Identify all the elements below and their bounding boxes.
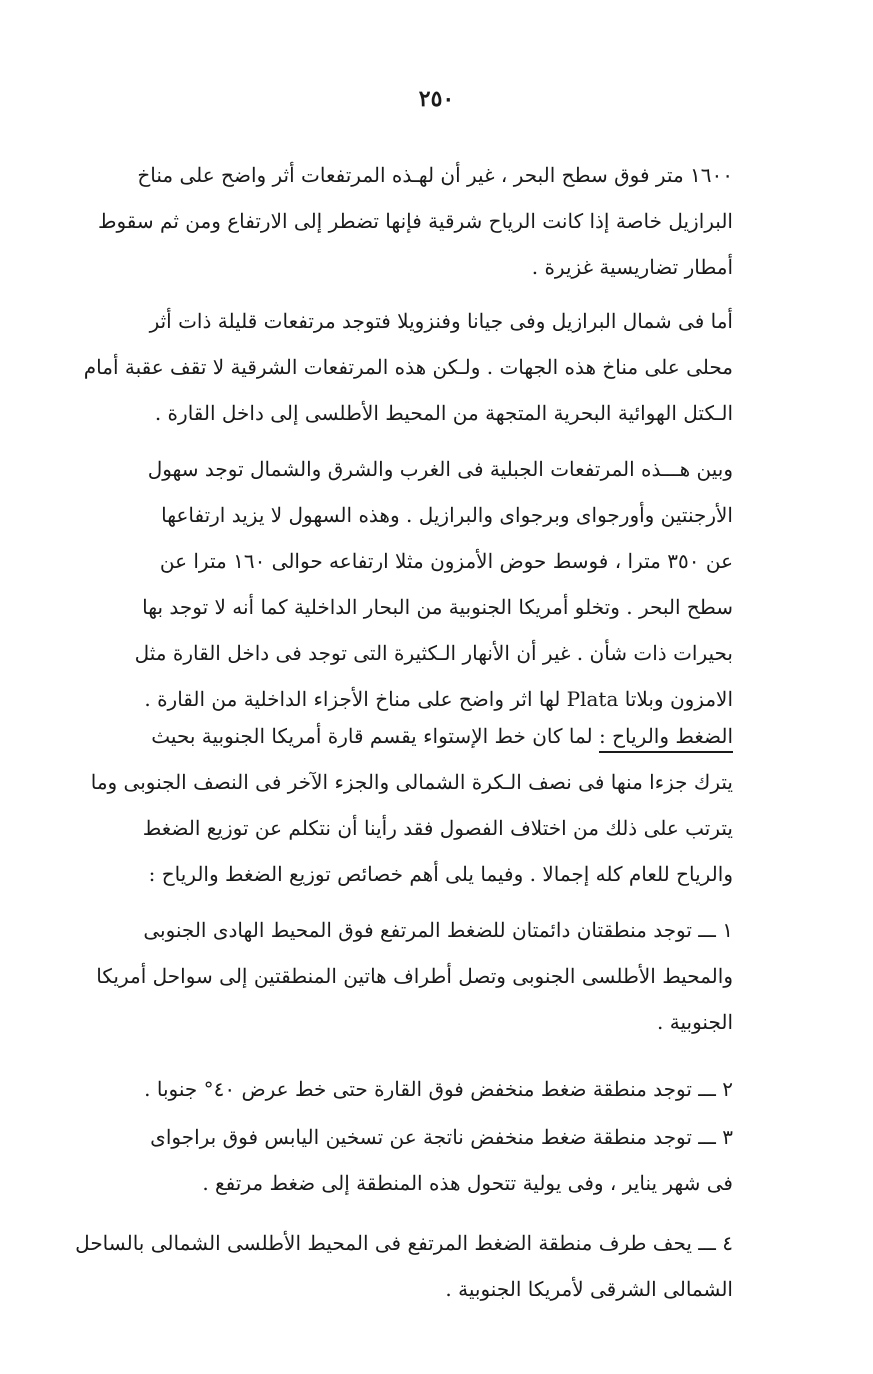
list-item-3 xyxy=(88,1114,733,1206)
text-line: الشمالى الشرقى لأمريكا الجنوبية . xyxy=(445,1277,733,1301)
paragraph-pressure-winds xyxy=(88,713,733,897)
text-line: الامزون وبلاتا Plata لها اثر واضح على مناخ الأجزاء الداخلية من القارة . xyxy=(144,687,733,711)
text-line: ٢ ـــ توجد منطقة ضغط منخفض فوق القارة حتى خط عرض ٤٠° جنوبا . xyxy=(144,1077,733,1101)
page-number: ٢٥٠ xyxy=(418,86,455,112)
text-line: يترتب على ذلك من اختلاف الفصول فقد رأينا أن نتكلم عن توزيع الضغط xyxy=(142,816,733,840)
text-line: بحيرات ذات شأن . غير أن الأنهار الـكثيرة التى توجد فى داخل القارة مثل xyxy=(134,641,733,665)
text-line: الـكتل الهوائية البحرية المتجهة من المحيط الأطلسى إلى داخل القارة . xyxy=(154,401,733,425)
list-item-1 xyxy=(88,907,733,1045)
text-line: البرازيل خاصة إذا كانت الرياح شرقية فإنها تضطر إلى الارتفاع ومن ثم سقوط xyxy=(97,209,733,233)
text-line: وبين هـــذه المرتفعات الجبلية فى الغرب والشرق والشمال توجد سهول xyxy=(147,457,733,481)
paragraph-north-brazil xyxy=(83,298,733,436)
text-line: ١٦٠٠ متر فوق سطح البحر ، غير أن لهـذه المرتفعات أثر واضح على مناخ xyxy=(137,163,733,187)
list-item-4 xyxy=(75,1220,733,1312)
text-line: فى شهر يناير ، وفى يولية تتحول هذه المنطقة إلى ضغط مرتفع . xyxy=(202,1171,733,1195)
heading-line-rest: لما كان خط الإستواء يقسم قارة أمريكا الجنوبية بحيث xyxy=(151,724,599,748)
text-line: محلى على مناخ هذه الجهات . ولـكن هذه المرتفعات الشرقية لا تقف عقبة أمام xyxy=(83,355,733,379)
list-item-2 xyxy=(88,1066,733,1112)
text-line: أمطار تضاريسية غزيرة . xyxy=(531,255,733,279)
text-line: يترك جزءا منها فى نصف الـكرة الشمالى والجزء الآخر فى النصف الجنوبى وما xyxy=(90,770,733,794)
text-line: ٤ ـــ يحف طرف منطقة الضغط المرتفع فى المحيط الأطلسى الشمالى بالساحل xyxy=(75,1231,733,1255)
text-line: سطح البحر . وتخلو أمريكا الجنوبية من البحار الداخلية كما أنه لا توجد بها xyxy=(142,595,733,619)
section-heading: الضغط والرياح : xyxy=(599,724,733,748)
paragraph-mountains-effect xyxy=(88,152,733,290)
paragraph-plains xyxy=(88,446,733,722)
text-line: الأرجنتين وأورجواى وبرجواى والبرازيل . وهذه السهول لا يزيد ارتفاعها xyxy=(161,503,733,527)
text-line: أما فى شمال البرازيل وفى جيانا وفنزويلا فتوجد مرتفعات قليلة ذات أثر xyxy=(149,309,733,333)
text-line: والمحيط الأطلسى الجنوبى وتصل أطراف هاتين المنطقتين إلى سواحل أمريكا xyxy=(96,964,733,988)
text-line xyxy=(88,713,733,759)
text-line: الجنوبية . xyxy=(657,1010,733,1034)
text-line: والرياح للعام كله إجمالا . وفيما يلى أهم خصائص توزيع الضغط والرياح : xyxy=(148,862,733,886)
text-line: ١ ـــ توجد منطقتان دائمتان للضغط المرتفع فوق المحيط الهادى الجنوبى xyxy=(143,918,733,942)
text-line: عن ٣٥٠ مترا ، فوسط حوض الأمزون مثلا ارتفاعه حوالى ١٦٠ مترا عن xyxy=(159,549,733,573)
text-line: ٣ ـــ توجد منطقة ضغط منخفض ناتجة عن تسخين اليابس فوق براجواى xyxy=(150,1125,733,1149)
